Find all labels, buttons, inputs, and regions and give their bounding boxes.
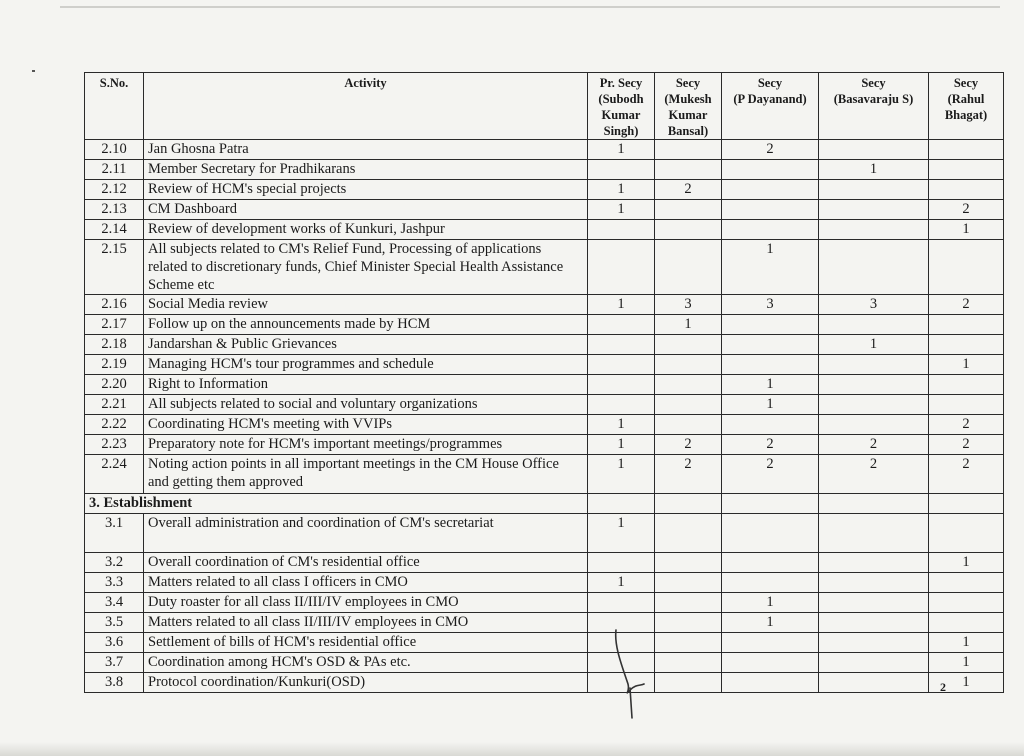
table-row [85,613,1004,633]
row-count-secy-rahul: 1 [929,220,1004,240]
header-secy-dayanand: Secy (P Dayanand) [722,73,819,140]
row-sno: 2.21 [85,395,144,415]
row-count-pr-secy-subodh: 1 [588,180,655,200]
scan-edge-line [60,6,1000,8]
row-count-secy-basavaraju [819,593,929,613]
row-activity: Overall administration and coordination of CM's secretariat [144,514,588,553]
table-row [85,295,1004,315]
row-count-secy-basavaraju [819,613,929,633]
row-count-secy-dayanand [722,355,819,375]
row-count-secy-rahul: 1 [929,653,1004,673]
row-count-secy-dayanand [722,160,819,180]
header-activity: Activity [144,73,588,140]
row-count-secy-dayanand [722,415,819,435]
header-secy-basavaraju: Secy (Basavaraju S) [819,73,929,140]
row-sno: 2.24 [85,455,144,494]
row-count-secy-basavaraju [819,395,929,415]
row-count-secy-dayanand [722,573,819,593]
row-sno: 3.2 [85,553,144,573]
row-activity: Jan Ghosna Patra [144,140,588,160]
row-count-secy-mukesh [655,240,722,295]
row-count-pr-secy-subodh [588,240,655,295]
table-row [85,514,1004,553]
row-activity: All subjects related to CM's Relief Fund, Processing of applications related to discretionary funds, Chief Minister Special Health Assistance Scheme etc [144,240,588,295]
row-activity: Duty roaster for all class II/III/IV employees in CMO [144,593,588,613]
row-activity: Follow up on the announcements made by HCM [144,315,588,335]
table-row [85,180,1004,200]
row-activity: Review of development works of Kunkuri, Jashpur [144,220,588,240]
row-count-pr-secy-subodh [588,395,655,415]
table-row [85,240,1004,295]
row-count-secy-basavaraju: 1 [819,160,929,180]
table-row [85,455,1004,494]
row-sno: 3.7 [85,653,144,673]
row-count-secy-mukesh [655,415,722,435]
table-body-section-heading [85,494,1004,514]
row-count-secy-rahul: 2 [929,435,1004,455]
row-activity: Matters related to all class II/III/IV employees in CMO [144,613,588,633]
row-count-secy-rahul: 2 [929,295,1004,315]
row-count-pr-secy-subodh: 1 [588,455,655,494]
row-count-pr-secy-subodh: 1 [588,200,655,220]
row-activity: Review of HCM's special projects [144,180,588,200]
table-row [85,415,1004,435]
row-count-secy-dayanand: 1 [722,375,819,395]
signature-mark [600,626,670,720]
row-sno: 3.6 [85,633,144,653]
row-count-secy-mukesh [655,140,722,160]
table-body-section-3 [85,514,1004,693]
row-sno: 2.18 [85,335,144,355]
row-count-secy-mukesh: 3 [655,295,722,315]
row-count-secy-dayanand: 2 [722,455,819,494]
row-count-secy-dayanand [722,315,819,335]
row-sno: 2.14 [85,220,144,240]
row-count-secy-mukesh [655,335,722,355]
row-count-secy-basavaraju [819,355,929,375]
table-body-section-2 [85,140,1004,494]
row-count-secy-mukesh [655,553,722,573]
table-row [85,140,1004,160]
row-sno: 3.1 [85,514,144,553]
row-count-secy-dayanand [722,553,819,573]
row-sno: 2.12 [85,180,144,200]
row-count-secy-mukesh [655,355,722,375]
row-activity: Right to Information [144,375,588,395]
row-count-secy-rahul [929,395,1004,415]
row-count-secy-dayanand: 1 [722,593,819,613]
row-count-pr-secy-subodh: 1 [588,435,655,455]
row-count-secy-basavaraju [819,514,929,553]
header-secy-rahul: Secy (Rahul Bhagat) [929,73,1004,140]
page-number: 2 [940,680,946,694]
table-row [85,593,1004,613]
table-row [85,160,1004,180]
header-secy-mukesh: Secy (Mukesh Kumar Bansal) [655,73,722,140]
row-count-secy-rahul [929,375,1004,395]
row-count-secy-mukesh [655,220,722,240]
table-row [85,395,1004,415]
table-row [85,200,1004,220]
row-count-secy-basavaraju: 3 [819,295,929,315]
row-sno: 3.3 [85,573,144,593]
row-activity: Settlement of bills of HCM's residential office [144,633,588,653]
row-count-pr-secy-subodh [588,375,655,395]
row-activity: Overall coordination of CM's residential office [144,553,588,573]
row-count-secy-rahul [929,573,1004,593]
row-count-pr-secy-subodh: 1 [588,140,655,160]
table-row [85,315,1004,335]
row-sno: 3.5 [85,613,144,633]
row-count-secy-mukesh [655,593,722,613]
row-sno: 2.17 [85,315,144,335]
scan-bottom-edge [0,742,1024,756]
row-count-secy-rahul: 1 [929,553,1004,573]
row-count-secy-rahul: 1 [929,355,1004,375]
row-count-pr-secy-subodh: 1 [588,514,655,553]
header-pr-secy-subodh: Pr. Secy (Subodh Kumar Singh) [588,73,655,140]
row-count-pr-secy-subodh [588,553,655,573]
row-count-pr-secy-subodh: 1 [588,573,655,593]
row-count-secy-basavaraju [819,653,929,673]
row-count-secy-basavaraju [819,553,929,573]
table-row [85,220,1004,240]
table-row [85,375,1004,395]
row-count-secy-rahul [929,613,1004,633]
row-count-secy-mukesh [655,200,722,220]
row-count-secy-rahul [929,593,1004,613]
row-count-secy-dayanand: 2 [722,140,819,160]
row-count-secy-rahul: 2 [929,415,1004,435]
row-count-secy-basavaraju [819,220,929,240]
row-activity: CM Dashboard [144,200,588,220]
row-count-secy-basavaraju: 1 [819,335,929,355]
row-count-secy-mukesh: 2 [655,455,722,494]
row-activity: Coordinating HCM's meeting with VVIPs [144,415,588,435]
row-count-secy-rahul [929,335,1004,355]
row-count-secy-dayanand [722,335,819,355]
row-activity: Noting action points in all important meetings in the CM House Office and getting them approved [144,455,588,494]
row-count-secy-mukesh [655,375,722,395]
row-count-secy-mukesh: 2 [655,435,722,455]
row-count-secy-basavaraju [819,240,929,295]
row-count-secy-rahul [929,315,1004,335]
row-activity: Managing HCM's tour programmes and schedule [144,355,588,375]
row-count-secy-basavaraju: 2 [819,455,929,494]
row-sno: 3.4 [85,593,144,613]
row-count-secy-dayanand [722,200,819,220]
row-count-secy-basavaraju [819,375,929,395]
table-row [85,553,1004,573]
row-count-secy-mukesh [655,514,722,553]
row-sno: 2.10 [85,140,144,160]
row-sno: 2.16 [85,295,144,315]
row-count-secy-dayanand [722,180,819,200]
row-count-secy-rahul [929,240,1004,295]
row-count-secy-rahul [929,180,1004,200]
table-row [85,633,1004,653]
row-count-secy-basavaraju [819,673,929,693]
header-sno: S.No. [85,73,144,140]
row-count-secy-basavaraju [819,200,929,220]
header-row [85,73,1004,140]
row-count-secy-basavaraju [819,415,929,435]
row-count-pr-secy-subodh [588,315,655,335]
row-count-pr-secy-subodh [588,160,655,180]
row-count-secy-basavaraju [819,315,929,335]
row-count-pr-secy-subodh [588,355,655,375]
row-activity: Coordination among HCM's OSD & PAs etc. [144,653,588,673]
row-count-secy-dayanand [722,633,819,653]
row-count-secy-dayanand: 1 [722,395,819,415]
row-count-secy-dayanand: 1 [722,240,819,295]
row-count-secy-basavaraju [819,633,929,653]
row-count-secy-dayanand: 2 [722,435,819,455]
row-activity: Social Media review [144,295,588,315]
row-count-secy-rahul: 1 [929,673,1004,693]
row-count-secy-dayanand [722,514,819,553]
row-count-pr-secy-subodh [588,220,655,240]
row-count-secy-dayanand [722,220,819,240]
row-count-pr-secy-subodh: 1 [588,295,655,315]
row-count-secy-basavaraju [819,140,929,160]
row-sno: 2.11 [85,160,144,180]
row-count-secy-rahul [929,160,1004,180]
table-row [85,335,1004,355]
row-activity: Member Secretary for Pradhikarans [144,160,588,180]
table-row [85,653,1004,673]
row-count-pr-secy-subodh: 1 [588,415,655,435]
row-count-secy-rahul: 2 [929,455,1004,494]
row-count-secy-mukesh [655,160,722,180]
row-count-secy-rahul [929,514,1004,553]
row-count-pr-secy-subodh [588,593,655,613]
row-count-secy-basavaraju [819,180,929,200]
row-count-secy-dayanand [722,673,819,693]
row-count-secy-dayanand: 1 [722,613,819,633]
row-count-secy-mukesh: 2 [655,180,722,200]
row-count-secy-rahul: 2 [929,200,1004,220]
row-activity: Matters related to all class I officers in CMO [144,573,588,593]
section-heading-row [85,494,1004,514]
row-sno: 2.15 [85,240,144,295]
section-title: 3. Establishment [85,494,588,514]
row-count-secy-mukesh [655,395,722,415]
row-activity: Jandarshan & Public Grievances [144,335,588,355]
row-activity: Protocol coordination/Kunkuri(OSD) [144,673,588,693]
row-count-secy-rahul: 1 [929,633,1004,653]
row-count-pr-secy-subodh [588,335,655,355]
row-sno: 2.20 [85,375,144,395]
row-sno: 2.19 [85,355,144,375]
row-count-secy-basavaraju [819,573,929,593]
allocation-table [84,72,1004,693]
row-count-secy-rahul [929,140,1004,160]
row-activity: All subjects related to social and voluntary organizations [144,395,588,415]
row-activity: Preparatory note for HCM's important meetings/programmes [144,435,588,455]
row-sno: 2.13 [85,200,144,220]
row-count-secy-mukesh: 1 [655,315,722,335]
row-sno: 3.8 [85,673,144,693]
row-count-secy-basavaraju: 2 [819,435,929,455]
table-row [85,355,1004,375]
row-sno: 2.23 [85,435,144,455]
row-sno: 2.22 [85,415,144,435]
table-row [85,435,1004,455]
row-count-secy-dayanand [722,653,819,673]
table-row [85,673,1004,693]
scan-speck [32,70,35,72]
row-count-secy-dayanand: 3 [722,295,819,315]
table-row [85,573,1004,593]
row-count-secy-mukesh [655,573,722,593]
